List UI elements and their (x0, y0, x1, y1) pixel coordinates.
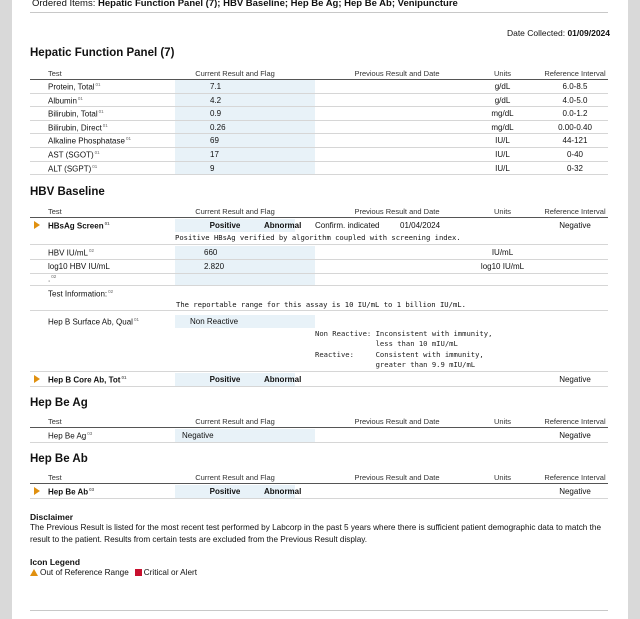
test-name-text: Hep Be Ab (48, 487, 89, 497)
col-current: Current Result and Flag (195, 417, 275, 426)
test-name (48, 248, 94, 258)
col-current: Current Result and Flag (195, 69, 275, 78)
footnote: 01 (92, 163, 98, 169)
section-title-hepatic: Hepatic Function Panel (7) (30, 47, 175, 59)
result-shade (175, 94, 315, 107)
footnote: 02 (51, 274, 57, 279)
col-reference: Reference Interval (544, 69, 606, 78)
table-row[interactable] (30, 148, 608, 162)
test-name (48, 123, 108, 133)
units-value: log10 IU/mL (480, 262, 525, 271)
test-name: log10 HBV IU/mL (48, 262, 110, 271)
table-row[interactable] (30, 162, 608, 176)
footnote: 01 (121, 375, 127, 380)
result-shade (175, 80, 315, 93)
result-shade (175, 246, 315, 259)
hbsag-note: Positive HBsAg verified by algorithm coupled with screening index. (175, 233, 461, 242)
critical-square-icon (135, 569, 142, 576)
col-previous: Previous Result and Date (354, 207, 440, 216)
surface-note-line: Reactive: Consistent with immunity, (315, 350, 484, 359)
col-units: Units (493, 473, 512, 482)
reference-value: 44-121 (562, 136, 588, 146)
table-row-dot (30, 274, 608, 286)
reference-value: Negative (559, 431, 591, 440)
test-info-note: The reportable range for this assay is 10 IU/mL to 1 billion IU/mL. (176, 300, 466, 309)
footnote: 01 (94, 150, 100, 155)
result-value: 0.26 (210, 122, 226, 132)
table-header (30, 415, 608, 428)
table-row[interactable] (30, 134, 608, 148)
table-row-core-ab[interactable] (30, 373, 608, 387)
test-name-text: . (48, 274, 51, 284)
result-shade (175, 121, 315, 134)
reference-value: Negative (559, 375, 591, 384)
legend-critical: Critical or Alert (143, 568, 197, 577)
footnote: 01 (95, 82, 101, 87)
test-name-text: ALT (SGPT) (48, 164, 92, 174)
test-name (48, 109, 104, 119)
reference-value: 0.00-0.40 (558, 122, 592, 132)
result-value: 7.1 (210, 82, 222, 91)
result-shade (175, 274, 315, 285)
test-name (48, 289, 113, 299)
reference-value: Negative (559, 487, 591, 496)
surface-note-line: Non Reactive: Inconsistent with immunity, (315, 329, 493, 338)
table-row[interactable] (30, 94, 608, 108)
result-flag: Abnormal (264, 375, 302, 384)
date-collected-value: 01/09/2024 (567, 28, 610, 38)
col-reference: Reference Interval (544, 473, 606, 482)
test-name-text: Hep Be Ag (48, 431, 87, 441)
ordered-items-label: Ordered Items: (32, 0, 96, 9)
result-value: 2.820 (204, 262, 225, 271)
result-flag: Abnormal (264, 487, 302, 496)
col-test: Test (48, 207, 62, 216)
table-row-hepbeab[interactable] (30, 485, 608, 499)
result-flag: Abnormal (264, 221, 302, 230)
test-name-text: HBV IU/mL (48, 248, 89, 258)
table-header (30, 205, 608, 218)
result-value: Negative (182, 431, 214, 440)
test-name-text: Hep B Core Ab, Tot (48, 375, 121, 385)
footnote: 01 (102, 122, 108, 128)
units-value: g/dL (494, 82, 511, 91)
table-row-hbv-iu[interactable] (30, 246, 608, 260)
col-units: Units (493, 69, 512, 78)
disclaimer-title: Disclaimer (30, 512, 73, 522)
footnote: 02 (108, 289, 114, 294)
abnormal-arrow-icon (34, 375, 40, 383)
section-title-hepbeab: Hep Be Ab (30, 453, 88, 465)
reference-value: 0.0-1.2 (562, 109, 588, 119)
table-header (30, 471, 608, 484)
result-shade (175, 148, 315, 161)
units-value: g/dL (494, 95, 511, 105)
units-value: mg/dL (491, 122, 514, 132)
footnote: 01 (133, 317, 139, 322)
test-name-text: Bilirubin, Direct (48, 123, 102, 133)
disclaimer-text: The Previous Result is listed for the most recent test performed by Labcorp in the past 5 years where there is sufficient patient demographic data to match the result to the patient. Results from certain tests are excluded from the Previous Result display. (30, 523, 601, 544)
col-units: Units (493, 417, 512, 426)
test-name (48, 375, 126, 385)
result-value: Non Reactive (190, 317, 239, 326)
test-name-text: Protein, Total (48, 82, 95, 92)
table-row[interactable] (30, 80, 608, 94)
abnormal-arrow-icon (34, 221, 40, 229)
test-name (48, 96, 83, 106)
reference-value: 0-40 (566, 150, 583, 159)
table-row-hbsag[interactable] (30, 219, 608, 245)
icon-legend-title: Icon Legend (30, 557, 81, 567)
col-previous: Previous Result and Date (354, 473, 440, 482)
col-test: Test (48, 473, 62, 482)
reference-value: 4.0-5.0 (562, 95, 588, 105)
reference-value: Negative (559, 221, 591, 230)
test-name-text: Hep B Surface Ab, Qual (48, 317, 133, 327)
result-shade (175, 107, 315, 120)
ordered-items-value: Hepatic Function Panel (7); HBV Baseline; Hep Be Ag; Hep Be Ab; Venipuncture (98, 0, 458, 9)
legend-out-of-range: Out of Reference Range (40, 568, 129, 577)
left-viewer-edge (0, 0, 12, 619)
col-test: Test (48, 69, 62, 78)
col-current: Current Result and Flag (195, 473, 275, 482)
table-row-surface-ab[interactable] (30, 315, 608, 372)
col-reference: Reference Interval (544, 207, 606, 216)
result-shade (175, 260, 315, 273)
test-name-text: Albumin (48, 96, 77, 106)
table-row-hepbeag[interactable] (30, 429, 608, 443)
icon-legend (30, 568, 197, 577)
col-previous: Previous Result and Date (354, 69, 440, 78)
col-units: Units (493, 207, 512, 216)
result-value: Positive (209, 221, 241, 230)
test-name (48, 164, 97, 174)
test-name-text: Test Information: (48, 289, 108, 299)
footnote: 01 (104, 221, 110, 226)
test-name (48, 274, 56, 284)
test-name (48, 317, 139, 327)
col-reference: Reference Interval (544, 417, 606, 426)
result-shade (175, 162, 315, 175)
result-value: 69 (210, 136, 219, 146)
units-value: mg/dL (491, 109, 514, 119)
divider (30, 12, 608, 13)
col-test: Test (48, 417, 62, 426)
result-value: 0.9 (210, 109, 222, 119)
lab-report-page (20, 0, 618, 619)
out-of-range-triangle-icon (30, 569, 38, 576)
result-value: Positive (209, 487, 241, 496)
test-name-text: AST (SGOT) (48, 150, 94, 160)
reference-value: 6.0-8.5 (562, 82, 588, 91)
table-row-hbv-log[interactable] (30, 260, 608, 274)
surface-note-line: greater than 9.9 mIU/mL (315, 360, 476, 369)
ordered-items (32, 0, 458, 9)
previous-date: 01/04/2024 (400, 221, 441, 230)
result-value: 4.2 (210, 95, 222, 105)
result-value: 17 (210, 150, 219, 159)
test-name-text: HBsAg Screen (48, 221, 104, 231)
right-viewer-edge (628, 0, 640, 619)
units-value: IU/mL (491, 248, 514, 257)
previous-result: Confirm. indicated (315, 221, 380, 230)
abnormal-arrow-icon (34, 487, 40, 495)
units-value: IU/L (495, 163, 510, 173)
test-name (48, 136, 131, 146)
footnote: 02 (89, 248, 95, 253)
footnote: 03 (87, 431, 93, 436)
reference-value: 0-32 (566, 163, 583, 173)
table-row[interactable] (30, 107, 608, 121)
test-name (48, 150, 100, 160)
col-current: Current Result and Flag (195, 207, 275, 216)
test-name (48, 431, 92, 441)
footnote: 01 (98, 109, 104, 115)
test-name (48, 82, 101, 92)
col-previous: Previous Result and Date (354, 417, 440, 426)
footnote: 01 (125, 136, 131, 142)
test-name (48, 221, 110, 231)
section-title-hbv: HBV Baseline (30, 186, 105, 198)
table-row[interactable] (30, 121, 608, 135)
date-collected-label: Date Collected: (506, 28, 566, 38)
units-value: IU/L (495, 136, 510, 146)
section-title-hepbeag: Hep Be Ag (30, 397, 88, 409)
divider (30, 610, 608, 611)
units-value: IU/L (495, 150, 510, 159)
surface-note-line: less than 10 mIU/mL (315, 339, 458, 348)
test-name (48, 487, 94, 497)
result-value: 9 (210, 163, 215, 173)
table-row-test-info (30, 287, 608, 311)
result-value: Positive (209, 375, 241, 384)
footnote: 03 (89, 487, 95, 492)
table-header (30, 67, 608, 80)
footnote: 01 (77, 95, 83, 101)
date-collected (507, 28, 610, 38)
result-shade (175, 134, 315, 147)
test-name-text: Alkaline Phosphatase (48, 137, 125, 147)
result-value: 660 (204, 248, 218, 257)
test-name-text: Bilirubin, Total (48, 109, 98, 119)
